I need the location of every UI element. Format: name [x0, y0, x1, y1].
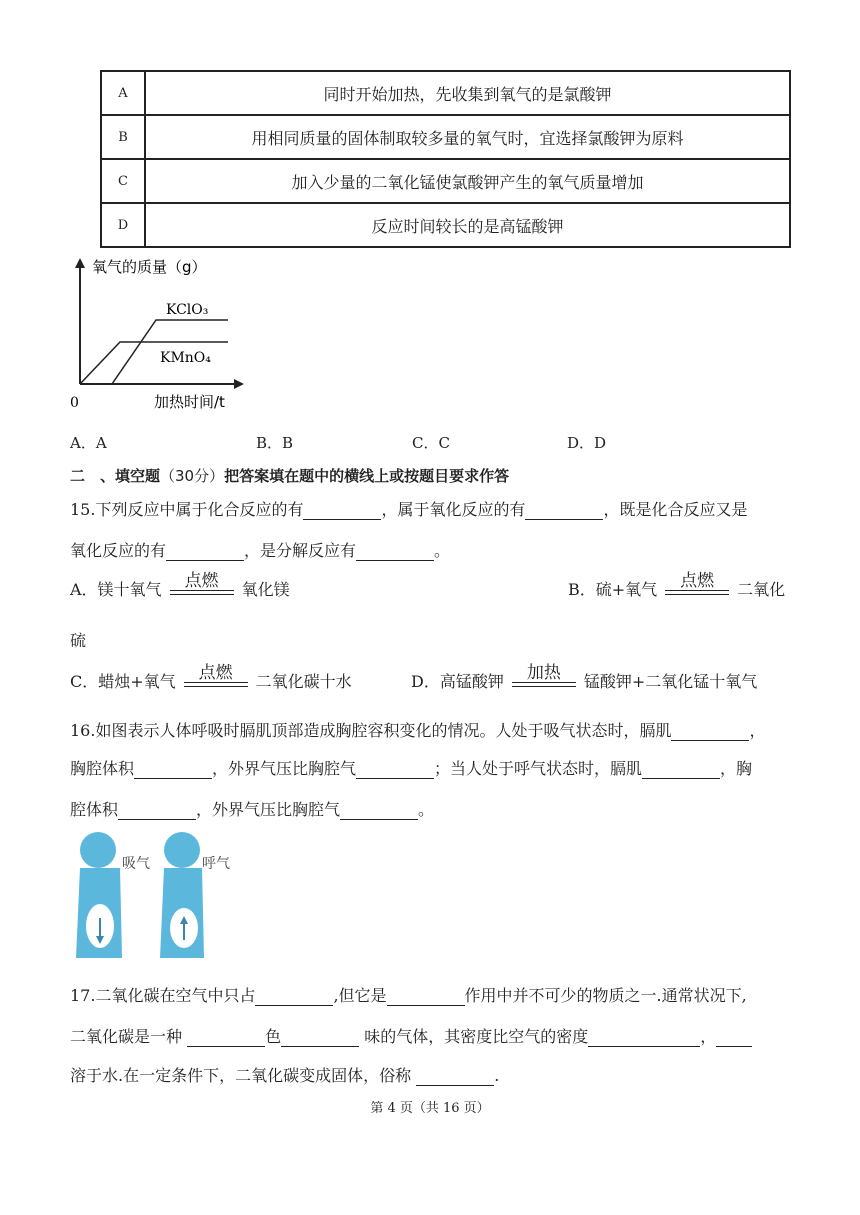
products: 锰酸钾+二氧化锰十氧气: [583, 672, 758, 691]
q17-text: 作用中并不可少的物质之一.通常状况下,: [464, 986, 747, 1005]
reactants: B．硫+氧气: [568, 580, 658, 599]
q17-line3: [70, 1063, 499, 1086]
q16-text: ，外界气压比胸腔气: [212, 759, 357, 778]
answer-blank[interactable]: [356, 542, 434, 561]
table-row: [101, 203, 790, 247]
page-footer: 第 4 页（共 16 页）: [370, 1101, 490, 1116]
option-text: 反应时间较长的是高锰酸钾: [145, 203, 790, 247]
q16-line2: [70, 756, 752, 779]
q16-text: 胸腔体积: [70, 759, 135, 778]
answer-blank[interactable]: [642, 760, 720, 779]
answer-blank[interactable]: [281, 1028, 359, 1047]
q15-text: 15.下列反应中属于化合反应的有: [70, 500, 304, 519]
option-text: 用相同质量的固体制取较多量的氧气时，宜选择氯酸钾为原料: [145, 115, 790, 159]
reactants: C．蜡烛+氧气: [70, 672, 176, 691]
inhale-label: 吸气: [122, 856, 150, 872]
answer-blank[interactable]: [716, 1028, 752, 1047]
q15-text: 。: [434, 541, 451, 560]
q16-line1: [70, 718, 765, 741]
options-table: [100, 70, 791, 248]
answer-blank[interactable]: [134, 760, 212, 779]
breathing-figure: [68, 828, 248, 963]
q17-text: 味的气体，其密度比空气的密度: [364, 1027, 589, 1046]
answer-blank[interactable]: [118, 801, 196, 820]
inhale-figure: [76, 832, 122, 958]
q15-text: 氧化反应的有: [70, 541, 167, 560]
option-key: C: [101, 159, 145, 203]
table-row: [101, 115, 790, 159]
q15-text: ，属于氧化反应的有: [381, 500, 526, 519]
q17-text: ，: [700, 1027, 717, 1046]
q15-text: ，是分解反应有: [244, 541, 357, 560]
q17-line2: [70, 1024, 752, 1047]
q17-line1: [70, 983, 747, 1006]
option-key: B: [101, 115, 145, 159]
products: 二氧化碳十水: [255, 672, 352, 691]
q16-line3: [70, 797, 434, 820]
option-key: D: [101, 203, 145, 247]
option-text: 加入少量的二氧化锰使氯酸钾产生的氧气质量增加: [145, 159, 790, 203]
table-row: [101, 71, 790, 115]
x-axis-label: 加热时间/t: [154, 393, 225, 411]
answer-blank[interactable]: [671, 722, 749, 741]
exhale-figure: [160, 832, 204, 958]
reaction-c: [70, 662, 352, 692]
q16-text: 16.如图表示人体呼吸时膈肌顶部造成胸腔容积变化的情况。人处于吸气状态时，膈肌: [70, 721, 672, 740]
q17-text: 二氧化碳是一种: [70, 1027, 183, 1046]
section-instruction: 把答案填在题中的横线上或按题目要求作答: [224, 467, 510, 485]
choice-d: D．D: [567, 434, 607, 452]
reaction-b: [568, 570, 785, 600]
answer-blank[interactable]: [187, 1028, 265, 1047]
reaction-b-wrap: 硫: [70, 631, 87, 650]
reaction-d: [411, 662, 757, 692]
answer-blank[interactable]: [356, 760, 434, 779]
q16-text: 腔体积: [70, 800, 119, 819]
answer-blank[interactable]: [255, 987, 333, 1006]
choice-b: B．B: [256, 434, 294, 452]
reactants: D．高锰酸钾: [411, 672, 504, 691]
q17-text: 17.二氧化碳在空气中只占: [70, 986, 256, 1005]
q17-text: ,但它是: [333, 986, 387, 1005]
reaction-condition: [661, 570, 733, 600]
q16-text: ，胸: [720, 759, 753, 778]
answer-blank[interactable]: [303, 501, 381, 520]
q17-text: .: [494, 1066, 500, 1085]
reaction-a: [70, 570, 290, 600]
condition-label: 点燃: [198, 663, 233, 683]
answer-blank[interactable]: [416, 1067, 494, 1086]
exhale-label: 呼气: [202, 856, 230, 872]
q17-text: 色: [265, 1027, 282, 1046]
series-label-kmno4: KMnO₄: [160, 350, 211, 366]
q16-text: ，: [749, 721, 766, 740]
products: 氧化镁: [241, 580, 290, 599]
choice-a: A．A: [70, 434, 107, 452]
reaction-condition: [166, 570, 238, 600]
reactants: A．镁十氧气: [70, 580, 162, 599]
q16-text: ；当人处于呼气状态时，膈肌: [434, 759, 643, 778]
section-number: 二 、填空题: [70, 467, 161, 485]
option-text: 同时开始加热，先收集到氧气的是氯酸钾: [145, 71, 790, 115]
answer-blank[interactable]: [588, 1028, 700, 1047]
table-row: [101, 159, 790, 203]
q16-text: 。: [418, 800, 435, 819]
y-axis-label: 氧气的质量（g）: [92, 258, 207, 276]
condition-label: 点燃: [680, 571, 715, 591]
q16-text: ，外界气压比胸腔气: [196, 800, 341, 819]
answer-blank[interactable]: [340, 801, 418, 820]
option-key: A: [101, 71, 145, 115]
reaction-condition: [180, 662, 252, 692]
q17-text: 溶于水.在一定条件下，二氧化碳变成固体，俗称: [70, 1066, 412, 1085]
answer-blank[interactable]: [166, 542, 244, 561]
products: 二氧化: [737, 580, 786, 599]
oxygen-mass-graph: [68, 254, 258, 414]
condition-label: 点燃: [184, 571, 219, 591]
series-label-kclo3: KClO₃: [166, 302, 209, 318]
choice-c: C．C: [412, 434, 450, 452]
x-axis-arrow: [234, 379, 244, 389]
condition-label: 加热: [526, 663, 561, 683]
reaction-condition: [508, 662, 580, 692]
section-score: （30分）: [160, 467, 225, 485]
q15-line1: [70, 497, 747, 520]
q15-line2: [70, 538, 450, 561]
q15-text: ，既是化合反应又是: [603, 500, 748, 519]
answer-blank[interactable]: [525, 501, 603, 520]
section-heading: [70, 465, 509, 486]
answer-blank[interactable]: [387, 987, 465, 1006]
y-axis-arrow: [75, 258, 85, 268]
origin-label: 0: [70, 395, 79, 411]
